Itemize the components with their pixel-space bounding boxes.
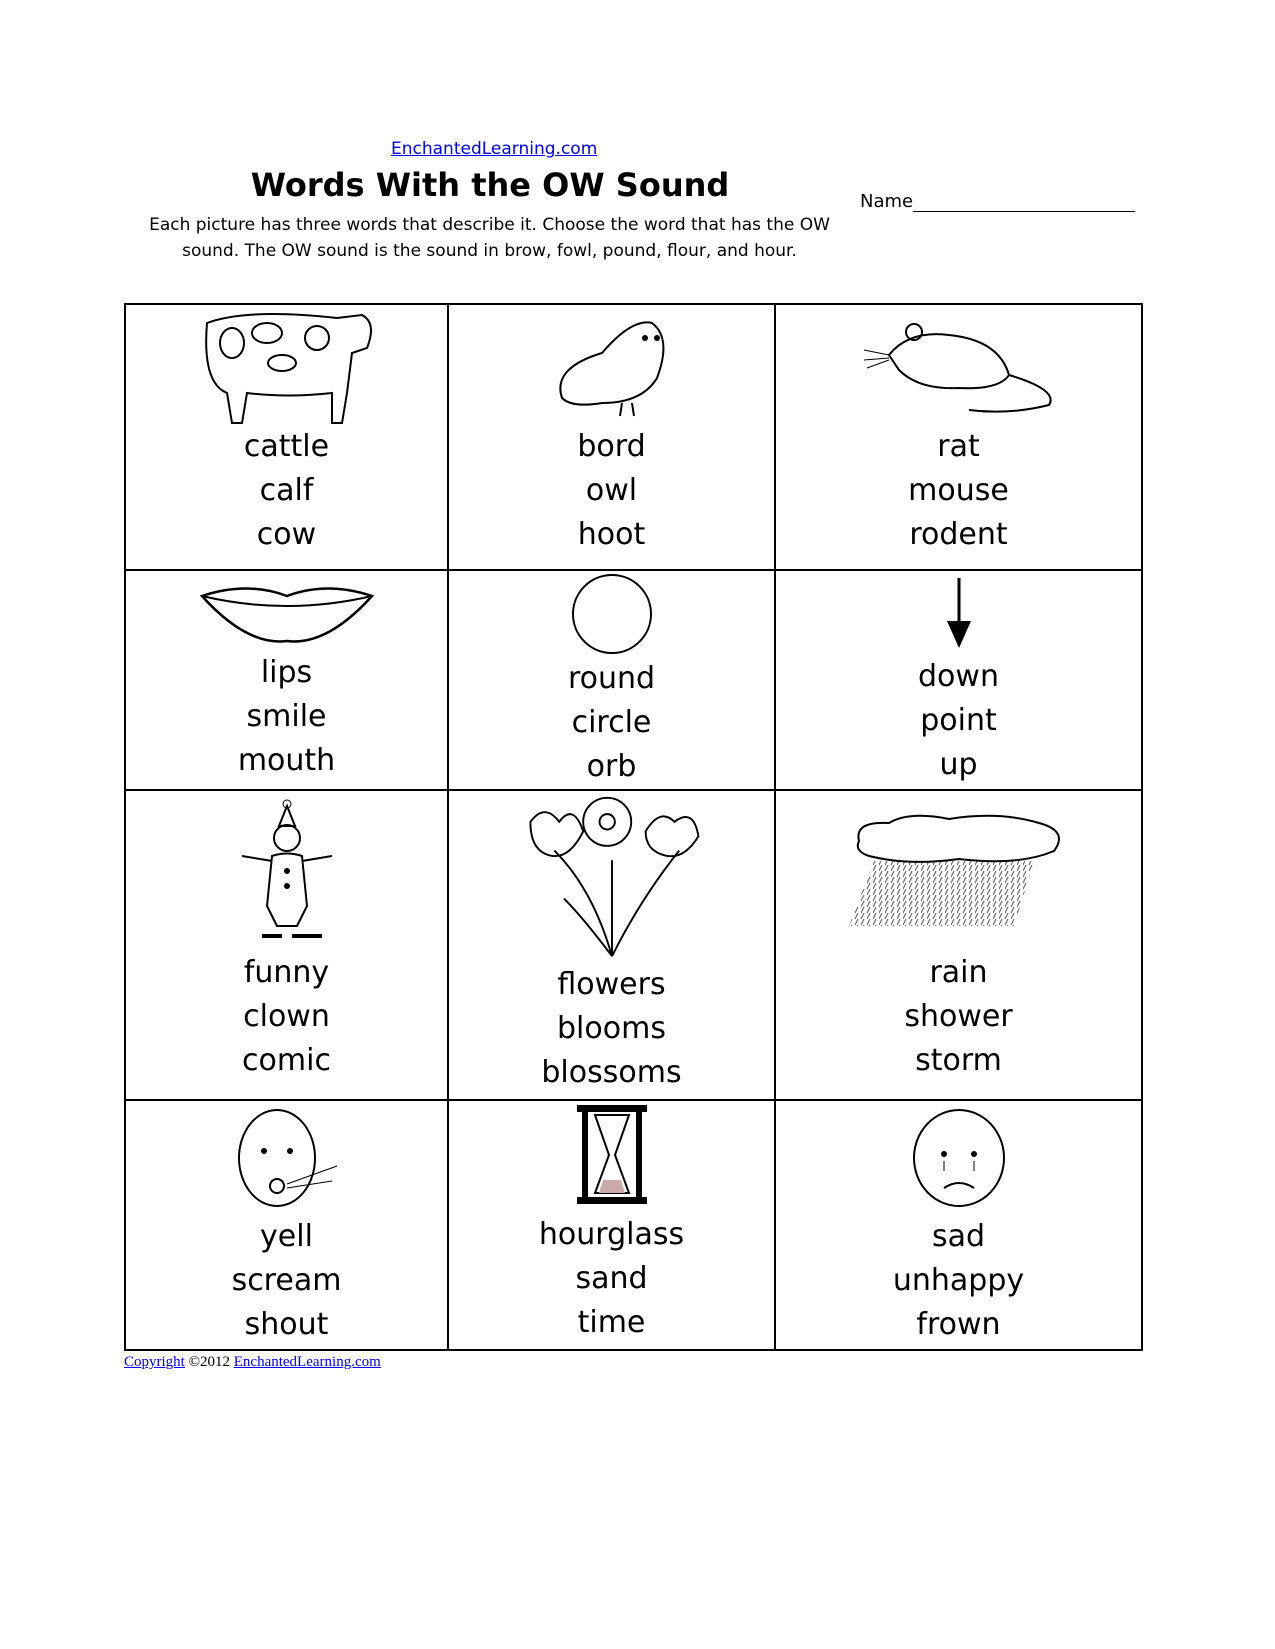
word-option[interactable]: frown	[916, 1307, 1001, 1342]
word-option[interactable]: sad	[931, 1219, 986, 1254]
word-option[interactable]: funny	[243, 955, 330, 990]
word-option[interactable]: yell	[260, 1219, 313, 1254]
word-option[interactable]: hourglass	[538, 1217, 685, 1252]
footer	[124, 1353, 1143, 1371]
word-option[interactable]: unhappy	[892, 1263, 1025, 1298]
word-grid	[124, 303, 1143, 1351]
mouse-icon	[776, 305, 1141, 425]
word-option[interactable]: flowers	[557, 967, 666, 1002]
word-option[interactable]: sand	[575, 1261, 648, 1296]
word-option[interactable]: bord	[577, 429, 646, 464]
cell-sad	[775, 1100, 1142, 1350]
cell-rain	[775, 790, 1142, 1100]
word-option[interactable]: rat	[937, 429, 980, 464]
owl-icon	[449, 305, 774, 425]
instructions: Each picture has three words that describe it. Choose the word that has the OW sound. The OW sound is the sound in brow, fowl, pound, flour, and hour.	[149, 215, 830, 261]
word-option[interactable]: time	[577, 1305, 646, 1340]
cell-cow	[125, 304, 448, 570]
cell-owl	[448, 304, 775, 570]
word-option[interactable]: scream	[231, 1263, 342, 1298]
word-option[interactable]: round	[567, 661, 656, 696]
word-option[interactable]: mouth	[237, 743, 336, 778]
word-option[interactable]: point	[920, 703, 997, 738]
down-arrow-icon	[776, 571, 1141, 655]
word-option[interactable]: smile	[246, 699, 327, 734]
word-option[interactable]: down	[918, 659, 999, 694]
word-option[interactable]: storm	[915, 1043, 1002, 1078]
name-line[interactable]	[913, 193, 1135, 212]
site-link[interactable]: EnchantedLearning.com	[391, 139, 598, 159]
footer-site-link[interactable]: EnchantedLearning.com	[233, 1354, 381, 1370]
lips-icon	[126, 571, 447, 651]
cell-clown	[125, 790, 448, 1100]
word-option[interactable]: up	[939, 747, 978, 782]
flowers-icon	[449, 791, 774, 963]
word-option[interactable]: orb	[586, 749, 637, 784]
word-option[interactable]: hoot	[577, 517, 646, 552]
yelling-face-icon	[126, 1101, 447, 1215]
copyright-year: ©2012	[188, 1354, 230, 1370]
cell-circle	[448, 570, 775, 790]
word-option[interactable]: lips	[260, 655, 313, 690]
sad-face-icon	[776, 1101, 1141, 1215]
cell-hourglass	[448, 1100, 775, 1350]
circle-icon	[449, 571, 774, 657]
word-option[interactable]: cow	[256, 517, 317, 552]
cell-mouse	[775, 304, 1142, 570]
word-option[interactable]: blooms	[557, 1011, 666, 1046]
word-option[interactable]: circle	[571, 705, 652, 740]
name-field[interactable]	[860, 192, 1135, 212]
worksheet-body	[124, 303, 1143, 1371]
word-option[interactable]: comic	[242, 1043, 331, 1078]
word-option[interactable]: calf	[259, 473, 314, 508]
name-label: Name	[860, 191, 914, 212]
rain-cloud-icon	[776, 791, 1141, 951]
word-option[interactable]: owl	[585, 473, 638, 508]
word-option[interactable]: rain	[929, 955, 988, 990]
cell-arrow	[775, 570, 1142, 790]
word-option[interactable]: blossoms	[541, 1055, 682, 1090]
word-option[interactable]: shower	[904, 999, 1013, 1034]
word-option[interactable]: shout	[244, 1307, 329, 1342]
cell-flowers	[448, 790, 775, 1100]
clown-icon	[126, 791, 447, 951]
page-title: Words With the OW Sound	[250, 166, 730, 204]
cow-icon	[126, 305, 447, 425]
hourglass-icon	[449, 1101, 774, 1213]
cell-yell	[125, 1100, 448, 1350]
word-option[interactable]: rodent	[909, 517, 1008, 552]
copyright-link[interactable]: Copyright	[124, 1354, 185, 1370]
cell-lips	[125, 570, 448, 790]
word-option[interactable]: cattle	[243, 429, 330, 464]
word-option[interactable]: clown	[243, 999, 330, 1034]
word-option[interactable]: mouse	[908, 473, 1009, 508]
